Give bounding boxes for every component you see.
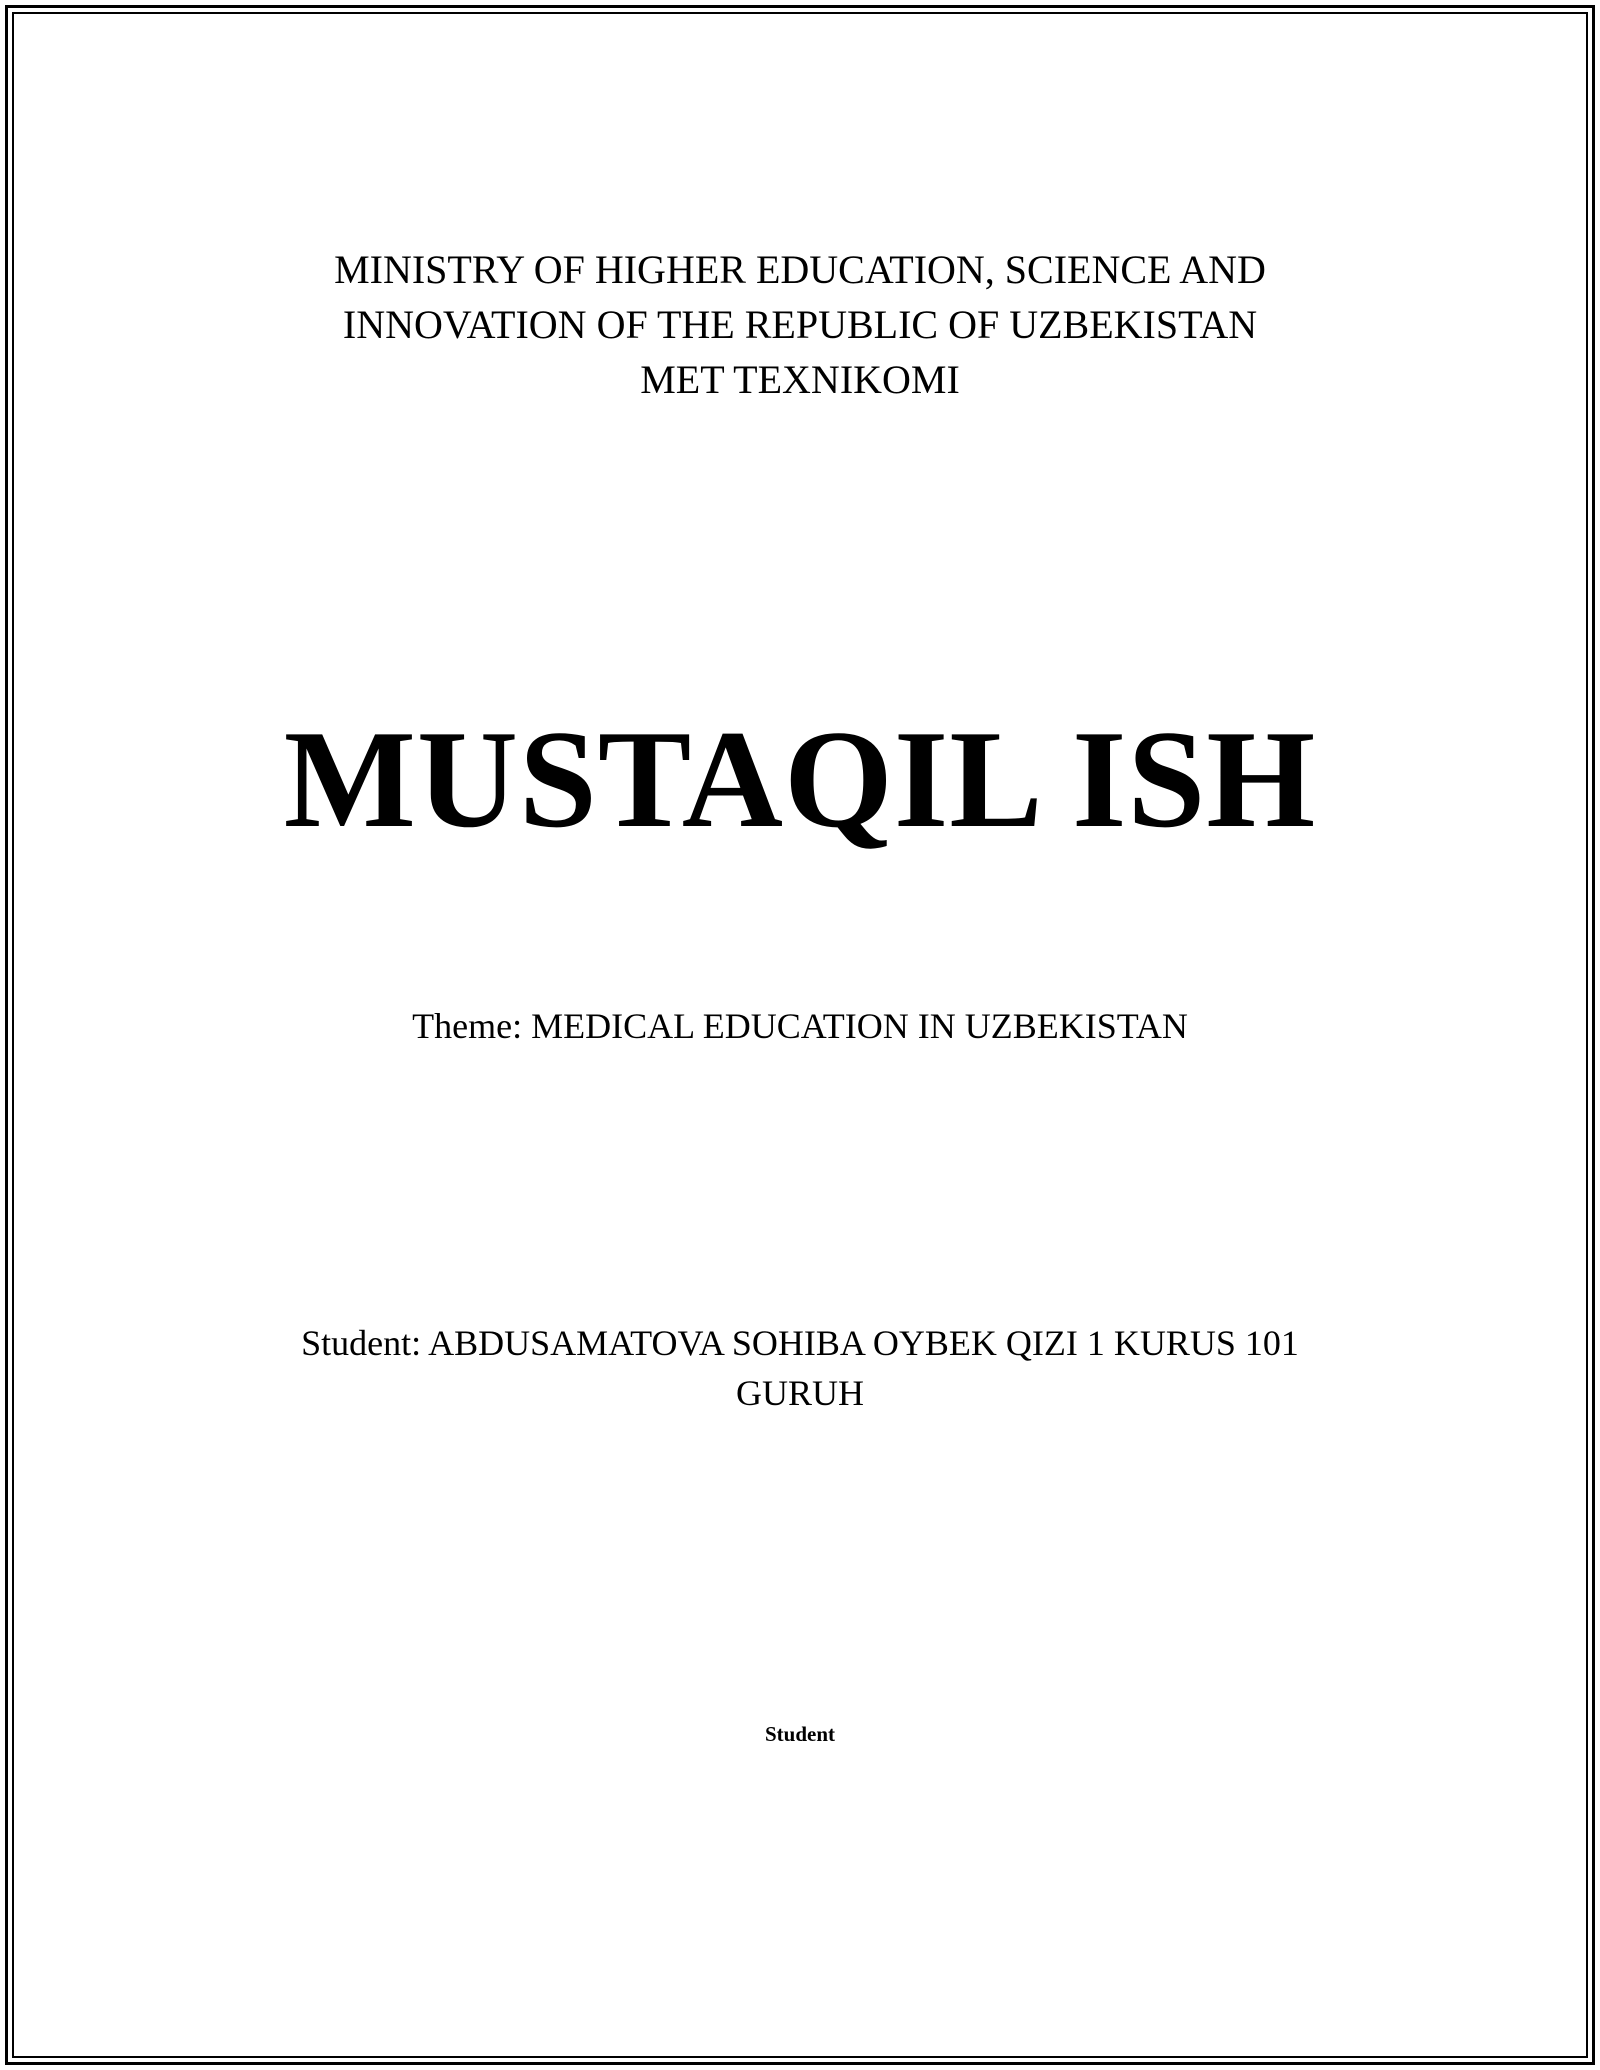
student-info — [0, 1318, 1600, 1418]
student-info-line-2: GURUH — [735, 1373, 864, 1413]
ministry-header-line-2: INNOVATION OF THE REPUBLIC OF UZBEKISTAN — [342, 302, 1258, 347]
student-footer-label: Student — [764, 1722, 836, 1746]
student-info-line-1: Student: ABDUSAMATOVA SOHIBA OYBEK QIZI 1 KURUS 101 — [301, 1323, 1299, 1363]
ministry-header-line-1: MINISTRY OF HIGHER EDUCATION, SCIENCE AND — [334, 247, 1266, 292]
ministry-header-line-3: MET TEXNIKOMI — [640, 357, 960, 402]
document-theme: Theme: MEDICAL EDUCATION IN UZBEKISTAN — [412, 1006, 1188, 1046]
document-title: MUSTAQIL ISH — [283, 702, 1317, 857]
ministry-header — [0, 242, 1600, 407]
